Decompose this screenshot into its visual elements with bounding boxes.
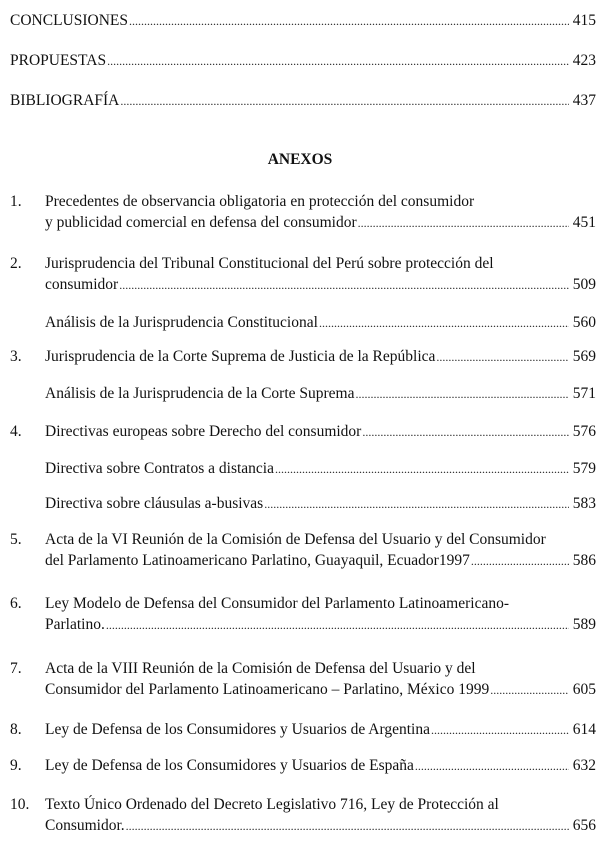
toc-entry-propuestas[interactable] (10, 52, 596, 70)
dot-leader (490, 681, 569, 699)
toc-entry-title: Consumidor del Parlamento Latinoamericano – Parlatino, México 1999 (45, 681, 490, 698)
toc-entry-annex-6[interactable] (45, 616, 596, 634)
toc-entry-page: 451 (572, 214, 596, 231)
dot-leader (431, 721, 569, 739)
toc-entry-page: 509 (572, 276, 596, 293)
toc-entry-annex-8[interactable] (45, 721, 596, 739)
toc-entry-bibliografia[interactable] (10, 92, 596, 110)
annex-title-line1: Jurisprudencia del Tribunal Constitucional del Perú sobre protección del (45, 255, 494, 272)
annex-number: 10. (10, 796, 30, 813)
toc-entry-annex-9[interactable] (45, 757, 596, 775)
dot-leader (471, 552, 569, 570)
toc-entry-page: 614 (572, 721, 596, 738)
toc-entry-annex-4-distance[interactable] (45, 460, 596, 478)
annex-number: 4. (10, 423, 22, 440)
dot-leader (264, 495, 569, 513)
toc-entry-page: 632 (572, 757, 596, 774)
toc-entry-conclusiones[interactable] (10, 12, 596, 30)
dot-leader (436, 348, 568, 366)
toc-entry-page: 656 (572, 817, 596, 834)
dot-leader (358, 214, 569, 232)
toc-entry-annex-7[interactable] (45, 681, 596, 699)
toc-entry-page: 415 (572, 12, 596, 29)
toc-entry-title: consumidor (45, 276, 119, 293)
dot-leader (415, 757, 569, 775)
toc-entry-title: CONCLUSIONES (10, 12, 128, 29)
toc-entry-annex-2-analysis[interactable] (45, 314, 596, 332)
toc-entry-page: 586 (572, 552, 596, 569)
toc-entry-title: Análisis de la Jurisprudencia Constitucional (45, 314, 318, 331)
annex-number: 5. (10, 531, 22, 548)
dot-leader (129, 12, 569, 30)
toc-entry-page: 579 (572, 460, 596, 477)
dot-leader (106, 616, 569, 634)
toc-entry-annex-3-analysis[interactable] (45, 385, 596, 403)
toc-entry-page: 569 (572, 348, 596, 365)
section-heading-anexos: ANEXOS (267, 151, 333, 168)
toc-entry-page: 437 (572, 92, 596, 109)
dot-leader (126, 817, 569, 835)
annex-number: 3. (10, 348, 22, 365)
annex-title-line1: Texto Único Ordenado del Decreto Legislativo 716, Ley de Protección al (45, 796, 499, 813)
toc-entry-title: Directivas europeas sobre Derecho del consumidor (45, 423, 362, 440)
toc-entry-annex-10[interactable] (45, 817, 596, 835)
dot-leader (107, 52, 569, 70)
toc-entry-annex-5[interactable] (45, 552, 596, 570)
annex-title-line1: Acta de la VIII Reunión de la Comisión de Defensa del Usuario y del (45, 660, 476, 677)
annex-number: 2. (10, 255, 22, 272)
toc-entry-annex-4[interactable] (45, 423, 596, 441)
annex-title-line1: Acta de la VI Reunión de la Comisión de Defensa del Usuario y del Consumidor (45, 531, 546, 548)
dot-leader (356, 385, 569, 403)
toc-entry-annex-1[interactable] (45, 214, 596, 232)
annex-number: 7. (10, 660, 22, 677)
toc-entry-page: 583 (572, 495, 596, 512)
toc-entry-title: Análisis de la Jurisprudencia de la Corte Suprema (45, 385, 355, 402)
toc-entry-page: 589 (572, 616, 596, 633)
annex-title-line1: Precedentes de observancia obligatoria en protección del consumidor (45, 193, 475, 210)
toc-entry-page: 423 (572, 52, 596, 69)
toc-entry-title: Jurisprudencia de la Corte Suprema de Justicia de la República (45, 348, 436, 365)
toc-entry-title: y publicidad comercial en defensa del consumidor (45, 214, 357, 231)
annex-number: 8. (10, 721, 22, 738)
toc-entry-title: Directiva sobre Contratos a distancia (45, 460, 274, 477)
toc-entry-page: 576 (572, 423, 596, 440)
toc-entry-annex-4-clauses[interactable] (45, 495, 596, 513)
toc-entry-title: Parlatino. (45, 616, 105, 633)
dot-leader (120, 92, 568, 110)
annex-title-line1: Ley Modelo de Defensa del Consumidor del Parlamento Latinoamericano- (45, 595, 509, 612)
toc-entry-title: Consumidor. (45, 817, 125, 834)
toc-entry-title: Ley de Defensa de los Consumidores y Usuarios de España (45, 757, 414, 774)
annex-number: 9. (10, 757, 22, 774)
toc-entry-title: del Parlamento Latinoamericano Parlatino, Guayaquil, Ecuador1997 (45, 552, 470, 569)
toc-entry-title: BIBLIOGRAFÍA (10, 92, 120, 109)
dot-leader (362, 423, 568, 441)
toc-entry-page: 571 (572, 385, 596, 402)
toc-entry-annex-3[interactable] (45, 348, 596, 366)
annex-number: 1. (10, 193, 22, 210)
annex-number: 6. (10, 595, 22, 612)
dot-leader (275, 460, 569, 478)
toc-entry-annex-2[interactable] (45, 276, 596, 294)
toc-entry-title: Ley de Defensa de los Consumidores y Usuarios de Argentina (45, 721, 430, 738)
toc-entry-title: PROPUESTAS (10, 52, 107, 69)
toc-entry-page: 605 (572, 681, 596, 698)
dot-leader (319, 314, 569, 332)
toc-entry-title: Directiva sobre cláusulas a-busivas (45, 495, 264, 512)
toc-entry-page: 560 (572, 314, 596, 331)
dot-leader (119, 276, 569, 294)
